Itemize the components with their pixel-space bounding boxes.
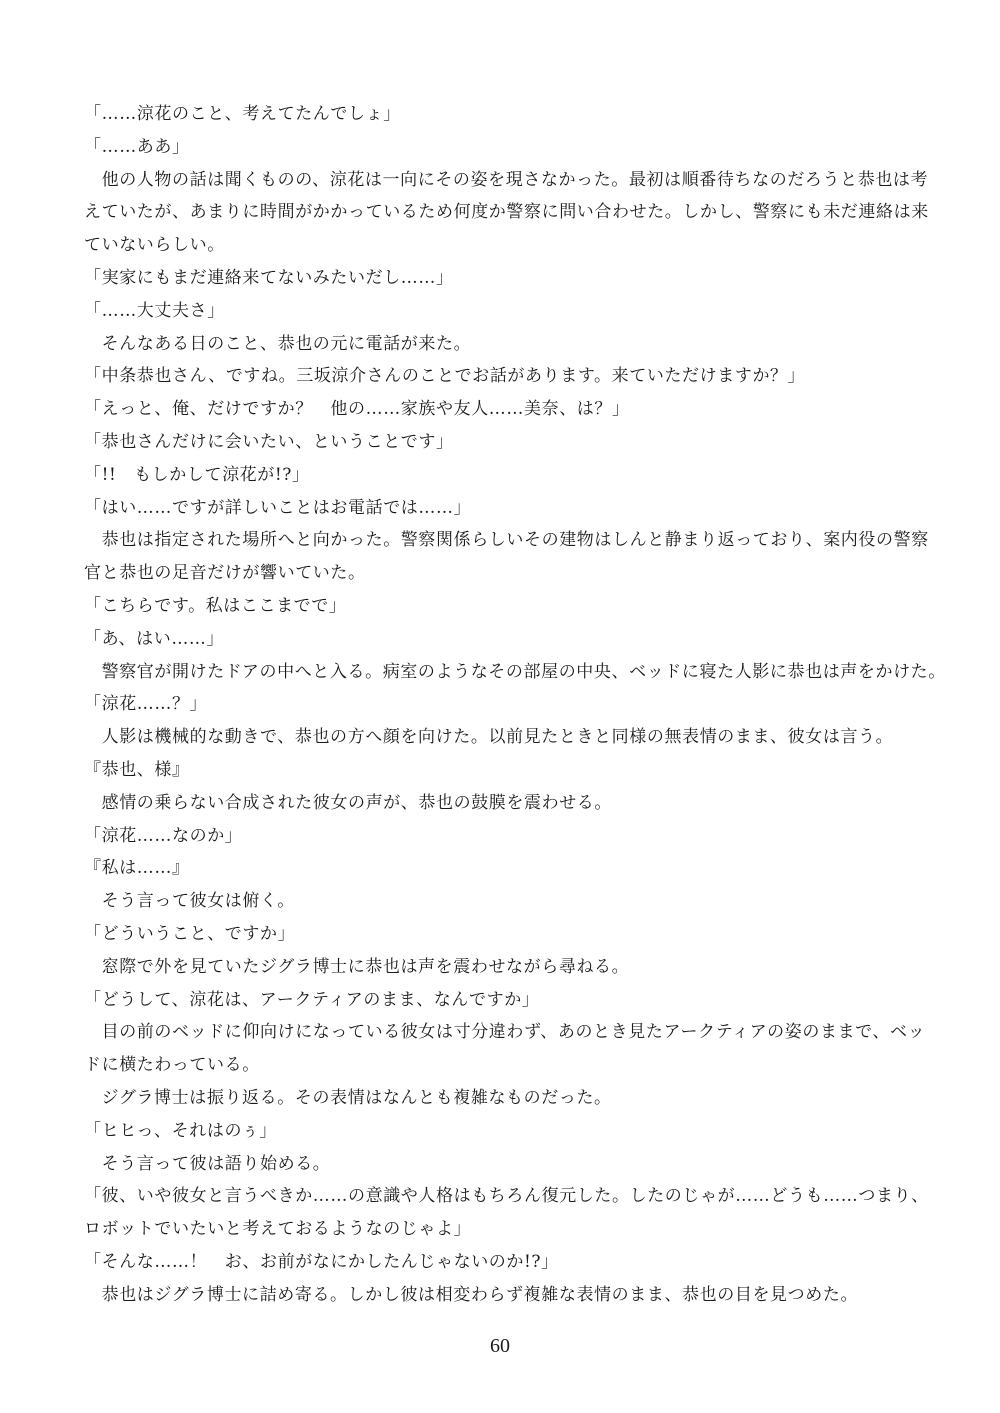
text-line: 「彼、いや彼女と言うべきか……の意識や人格はもちろん復元した。したのじゃが……どうも……つまり、	[84, 1186, 929, 1207]
text-line: 「恭也さんだけに会いたい、ということです」	[84, 431, 454, 452]
text-line: 「はい……ですが詳しいことはお電話では……」	[84, 497, 472, 518]
text-line: ジグラ博士は振り返る。その表情はなんとも複雑なものだった。	[84, 1087, 612, 1108]
text-line: 「ヒヒっ、それはのぅ」	[84, 1120, 277, 1141]
text-line: 恭也は指定された場所へと向かった。警察関係らしいその建物はしんと静まり返っており、案内役の警察	[84, 530, 929, 551]
text-line: 「そんな……！ お、お前がなにかしたんじゃないのか!?」	[84, 1251, 559, 1272]
text-line: 窓際で外を見ていたジグラ博士に恭也は声を震わせながら尋ねる。	[84, 956, 630, 977]
text-line: 「あ、はい……」	[84, 628, 225, 649]
page-number: 60	[490, 1335, 510, 1357]
text-line: 『私は……』	[84, 858, 190, 879]
text-line: 「えっと、俺、だけですか？ 他の……家族や友人……美奈、は？」	[84, 399, 630, 420]
text-line: 「どういうこと、ですか」	[84, 923, 296, 944]
text-line: そう言って彼女は俯く。	[84, 891, 295, 912]
text-line: えていたが、あまりに時間がかかっているため何度か警察に問い合わせた。しかし、警察にも未だ連絡は来	[84, 202, 929, 223]
text-line: そう言って彼は語り始める。	[84, 1153, 331, 1174]
text-line: 感情の乗らない合成された彼女の声が、恭也の鼓膜を震わせる。	[84, 792, 612, 813]
text-line: 「こちらです。私はここまでで」	[84, 595, 347, 616]
text-line: 警察官が開けたドアの中へと入る。病室のようなその部屋の中央、ベッドに寝た人影に恭也は声をかけた。	[84, 661, 946, 682]
text-line: 目の前のベッドに仰向けになっている彼女は寸分違わず、あのとき見たアークティアの姿のままで、ベッ	[84, 1022, 926, 1043]
text-line: ていないらしい。	[84, 235, 225, 256]
text-line: 官と恭也の足音だけが響いていた。	[84, 563, 366, 584]
text-line: 「!! もしかして涼花が!?」	[84, 464, 310, 485]
text-line: そんなある日のこと、恭也の元に電話が来た。	[84, 333, 472, 354]
text-line: 「どうして、涼花は、アークティアのまま、なんですか」	[84, 989, 540, 1010]
text-line: 他の人物の話は聞くものの、涼花は一向にその姿を現さなかった。最初は順番待ちなのだろうと恭也は考	[84, 169, 929, 190]
text-line: 「……涼花のこと、考えてたんでしょ」	[84, 104, 401, 124]
text-line: 「涼花……？」	[84, 694, 208, 715]
text-line: ドに横たわっている。	[84, 1055, 260, 1076]
text-line: 「涼花……なのか」	[84, 825, 243, 846]
text-line: ロボットでいたいと考えておるようなのじゃよ」	[84, 1219, 472, 1240]
text-line: 恭也はジグラ博士に詰め寄る。しかし彼は相変わらず複雑な表情のまま、恭也の目を見つめた。	[84, 1284, 859, 1305]
text-line: 「実家にもまだ連絡来てないみたいだし……」	[84, 267, 454, 288]
text-line: 「……ああ」	[84, 136, 190, 157]
text-line: 「中条恭也さん、ですね。三坂涼介さんのことでお話があります。来ていただけますか？」	[84, 366, 806, 387]
text-line: 「……大丈夫さ」	[84, 300, 225, 321]
text-line: 『恭也、様』	[84, 759, 190, 780]
text-line: 人影は機械的な動きで、恭也の方へ顔を向けた。以前見たときと同様の無表情のまま、彼女は言う。	[84, 727, 894, 748]
body-text	[84, 98, 946, 1311]
